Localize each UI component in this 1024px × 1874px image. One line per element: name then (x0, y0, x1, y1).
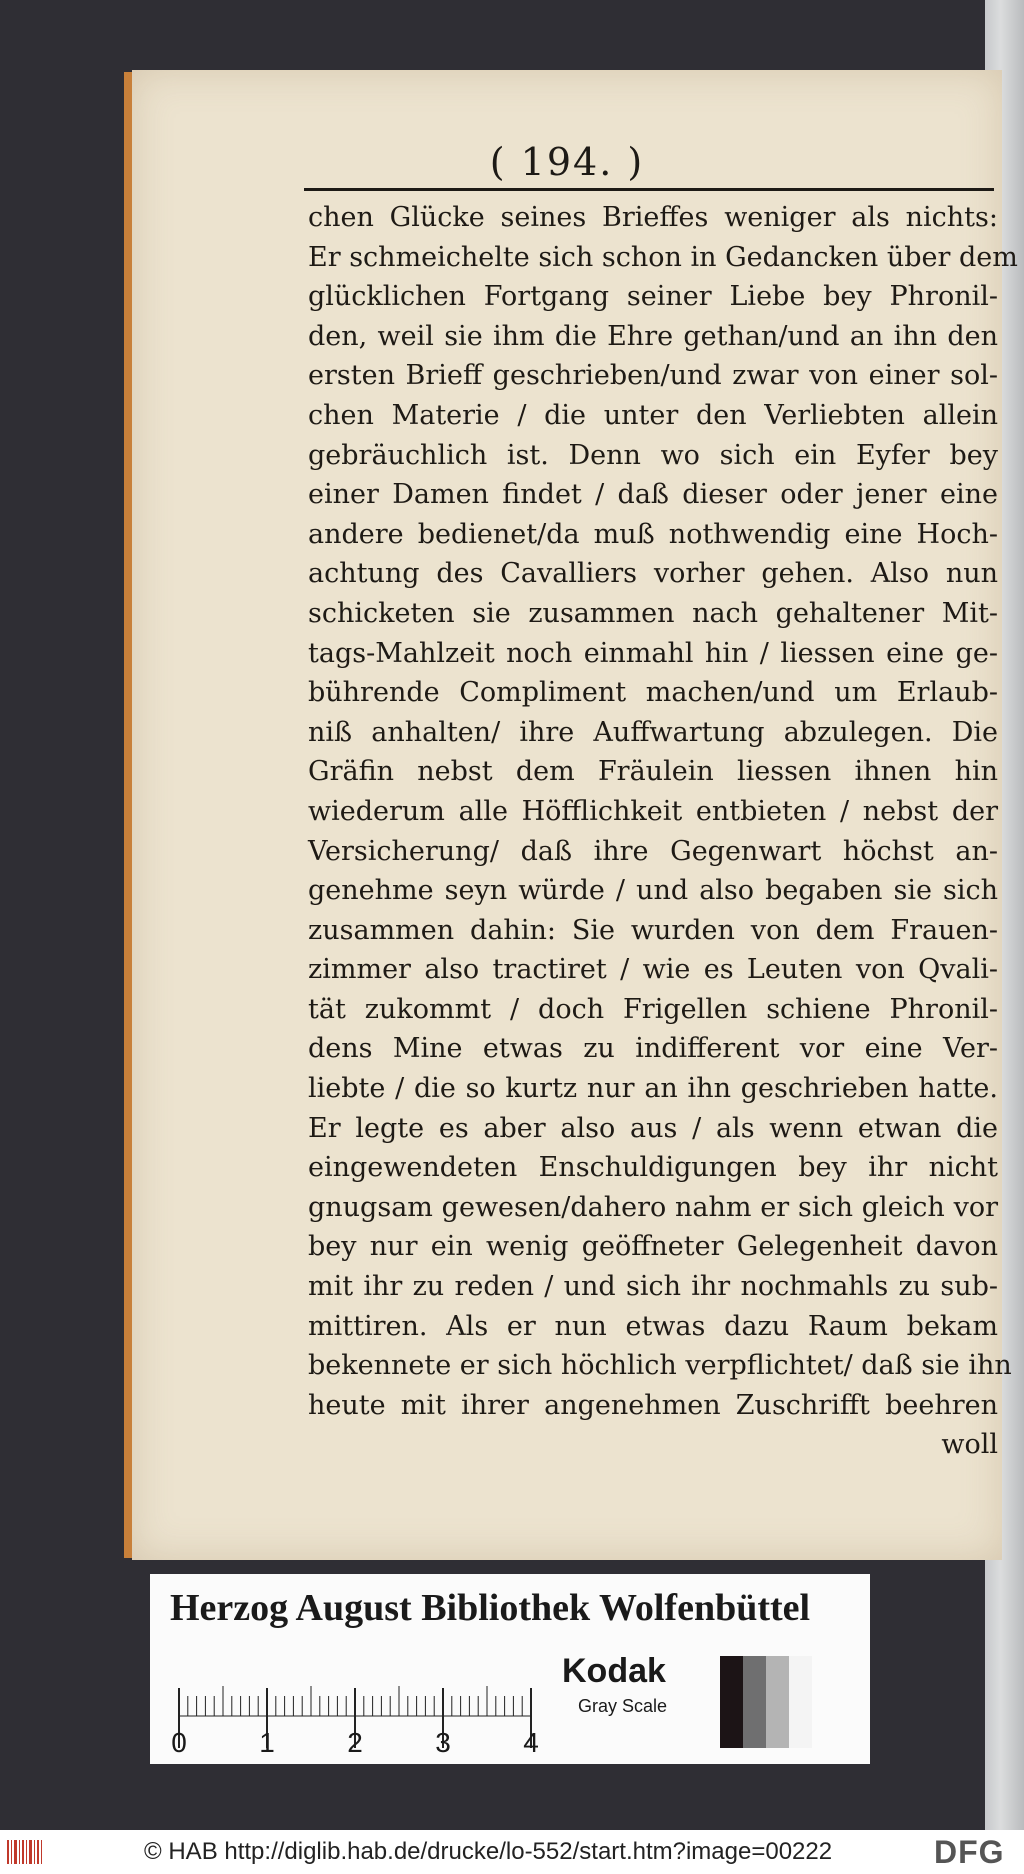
text-line: einer Damen findet / daß dieser oder jener eine (308, 479, 998, 511)
text-line: glücklichen Fortgang seiner Liebe bey Phronil- (308, 281, 998, 313)
text-line: dens Mine etwas zu indifferent vor eine Ver- (308, 1033, 998, 1065)
dfg-logo: DFG (934, 1834, 1005, 1870)
ruler-label: 4 (523, 1727, 539, 1758)
text-line: genehme seyn würde / und also begaben sie sich (308, 875, 998, 907)
text-line: achtung des Cavalliers vorher gehen. Also nun (308, 558, 998, 590)
text-line: heute mit ihrer angenehmen Zuschrifft beehren (308, 1389, 998, 1421)
text-line: chen Glücke seines Brieffes weniger als nichts: (308, 202, 998, 233)
ruler-scale (171, 1654, 548, 1758)
text-line: bekennete er sich höchlich verpflichtet/ daß sie ihn (308, 1350, 1012, 1382)
text-line: mittiren. Als er nun etwas dazu Raum bekam (308, 1310, 998, 1342)
text-line: gnugsam gewesen/dahero nahm er sich gleich vor (308, 1191, 998, 1223)
text-line: woll (941, 1429, 998, 1461)
text-line: Versicherung/ daß ihre Gegenwart höchst an- (308, 835, 998, 867)
text-line: tät zukommt / doch Frigellen schiene Phronil- (308, 993, 998, 1025)
header-rule (304, 188, 994, 191)
text-line: liebte / die so kurtz nur an ihn geschrieben hatte. (308, 1073, 998, 1105)
page-text (308, 198, 1018, 1465)
text-line: Er legte es aber also aus / als wenn etwan die (308, 1112, 998, 1144)
gray-swatch (766, 1656, 789, 1748)
text-line: zimmer also tractiret / wie es Leuten von Qvali- (308, 954, 998, 986)
text-line: Gräfin nebst dem Fräulein liessen ihnen hin (308, 756, 998, 788)
ruler-label: 2 (347, 1727, 363, 1758)
library-color-card (150, 1574, 870, 1764)
text-line: schicketen sie zusammen nach gehaltener Mit- (308, 597, 998, 629)
text-line: chen Materie / die unter den Verliebten allein (308, 399, 998, 431)
text-line: zusammen dahin: Sie wurden von dem Frauen- (308, 914, 998, 946)
page-number: ( 194. ) (489, 140, 645, 184)
text-line: tags-Mahlzeit noch einmahl hin / liessen eine ge- (308, 637, 998, 669)
ruler-label: 0 (171, 1727, 187, 1758)
kodak-logo: Kodak (562, 1652, 666, 1690)
library-name: Herzog August Bibliothek Wolfenbüttel (170, 1587, 811, 1629)
ruler-label: 3 (435, 1727, 451, 1758)
gray-swatch (743, 1656, 766, 1748)
gray-scale-swatches (720, 1656, 812, 1748)
text-line: Er schmeichelte sich schon in Gedancken über dem (308, 241, 1018, 273)
text-line: den, weil sie ihm die Ehre gethan/und an ihn den (308, 320, 998, 352)
text-line: mit ihr zu reden / und sich ihr nochmahls zu sub- (308, 1271, 998, 1303)
text-line: bey nur ein wenig geöffneter Gelegenheit davon (308, 1231, 998, 1263)
gray-swatch (789, 1656, 812, 1748)
barcode-icon (6, 1838, 46, 1866)
text-line: eingewendeten Enschuldigungen bey ihr nicht (308, 1152, 998, 1184)
text-line: gebräuchlich ist. Denn wo sich ein Eyfer bey (308, 439, 998, 471)
book-page (132, 70, 1018, 1560)
text-line: andere bedienet/da muß nothwendig eine Hoch- (308, 518, 998, 550)
source-url[interactable]: © HAB http://diglib.hab.de/drucke/lo-552/start.htm?image=00222 (144, 1838, 833, 1865)
text-line: niß anhalten/ ihre Auffwartung abzulegen. Die (308, 716, 998, 748)
text-line: wiederum alle Höfflichkeit entbieten / nebst der (308, 795, 998, 827)
text-line: bührende Compliment machen/und um Erlaub- (308, 677, 998, 709)
gray-swatch (720, 1656, 743, 1748)
kodak-subtitle: Gray Scale (578, 1696, 668, 1716)
footer-bar (0, 1830, 1024, 1874)
ruler-label: 1 (259, 1727, 275, 1758)
text-line: ersten Brieff geschrieben/und zwar von einer sol- (308, 360, 998, 392)
